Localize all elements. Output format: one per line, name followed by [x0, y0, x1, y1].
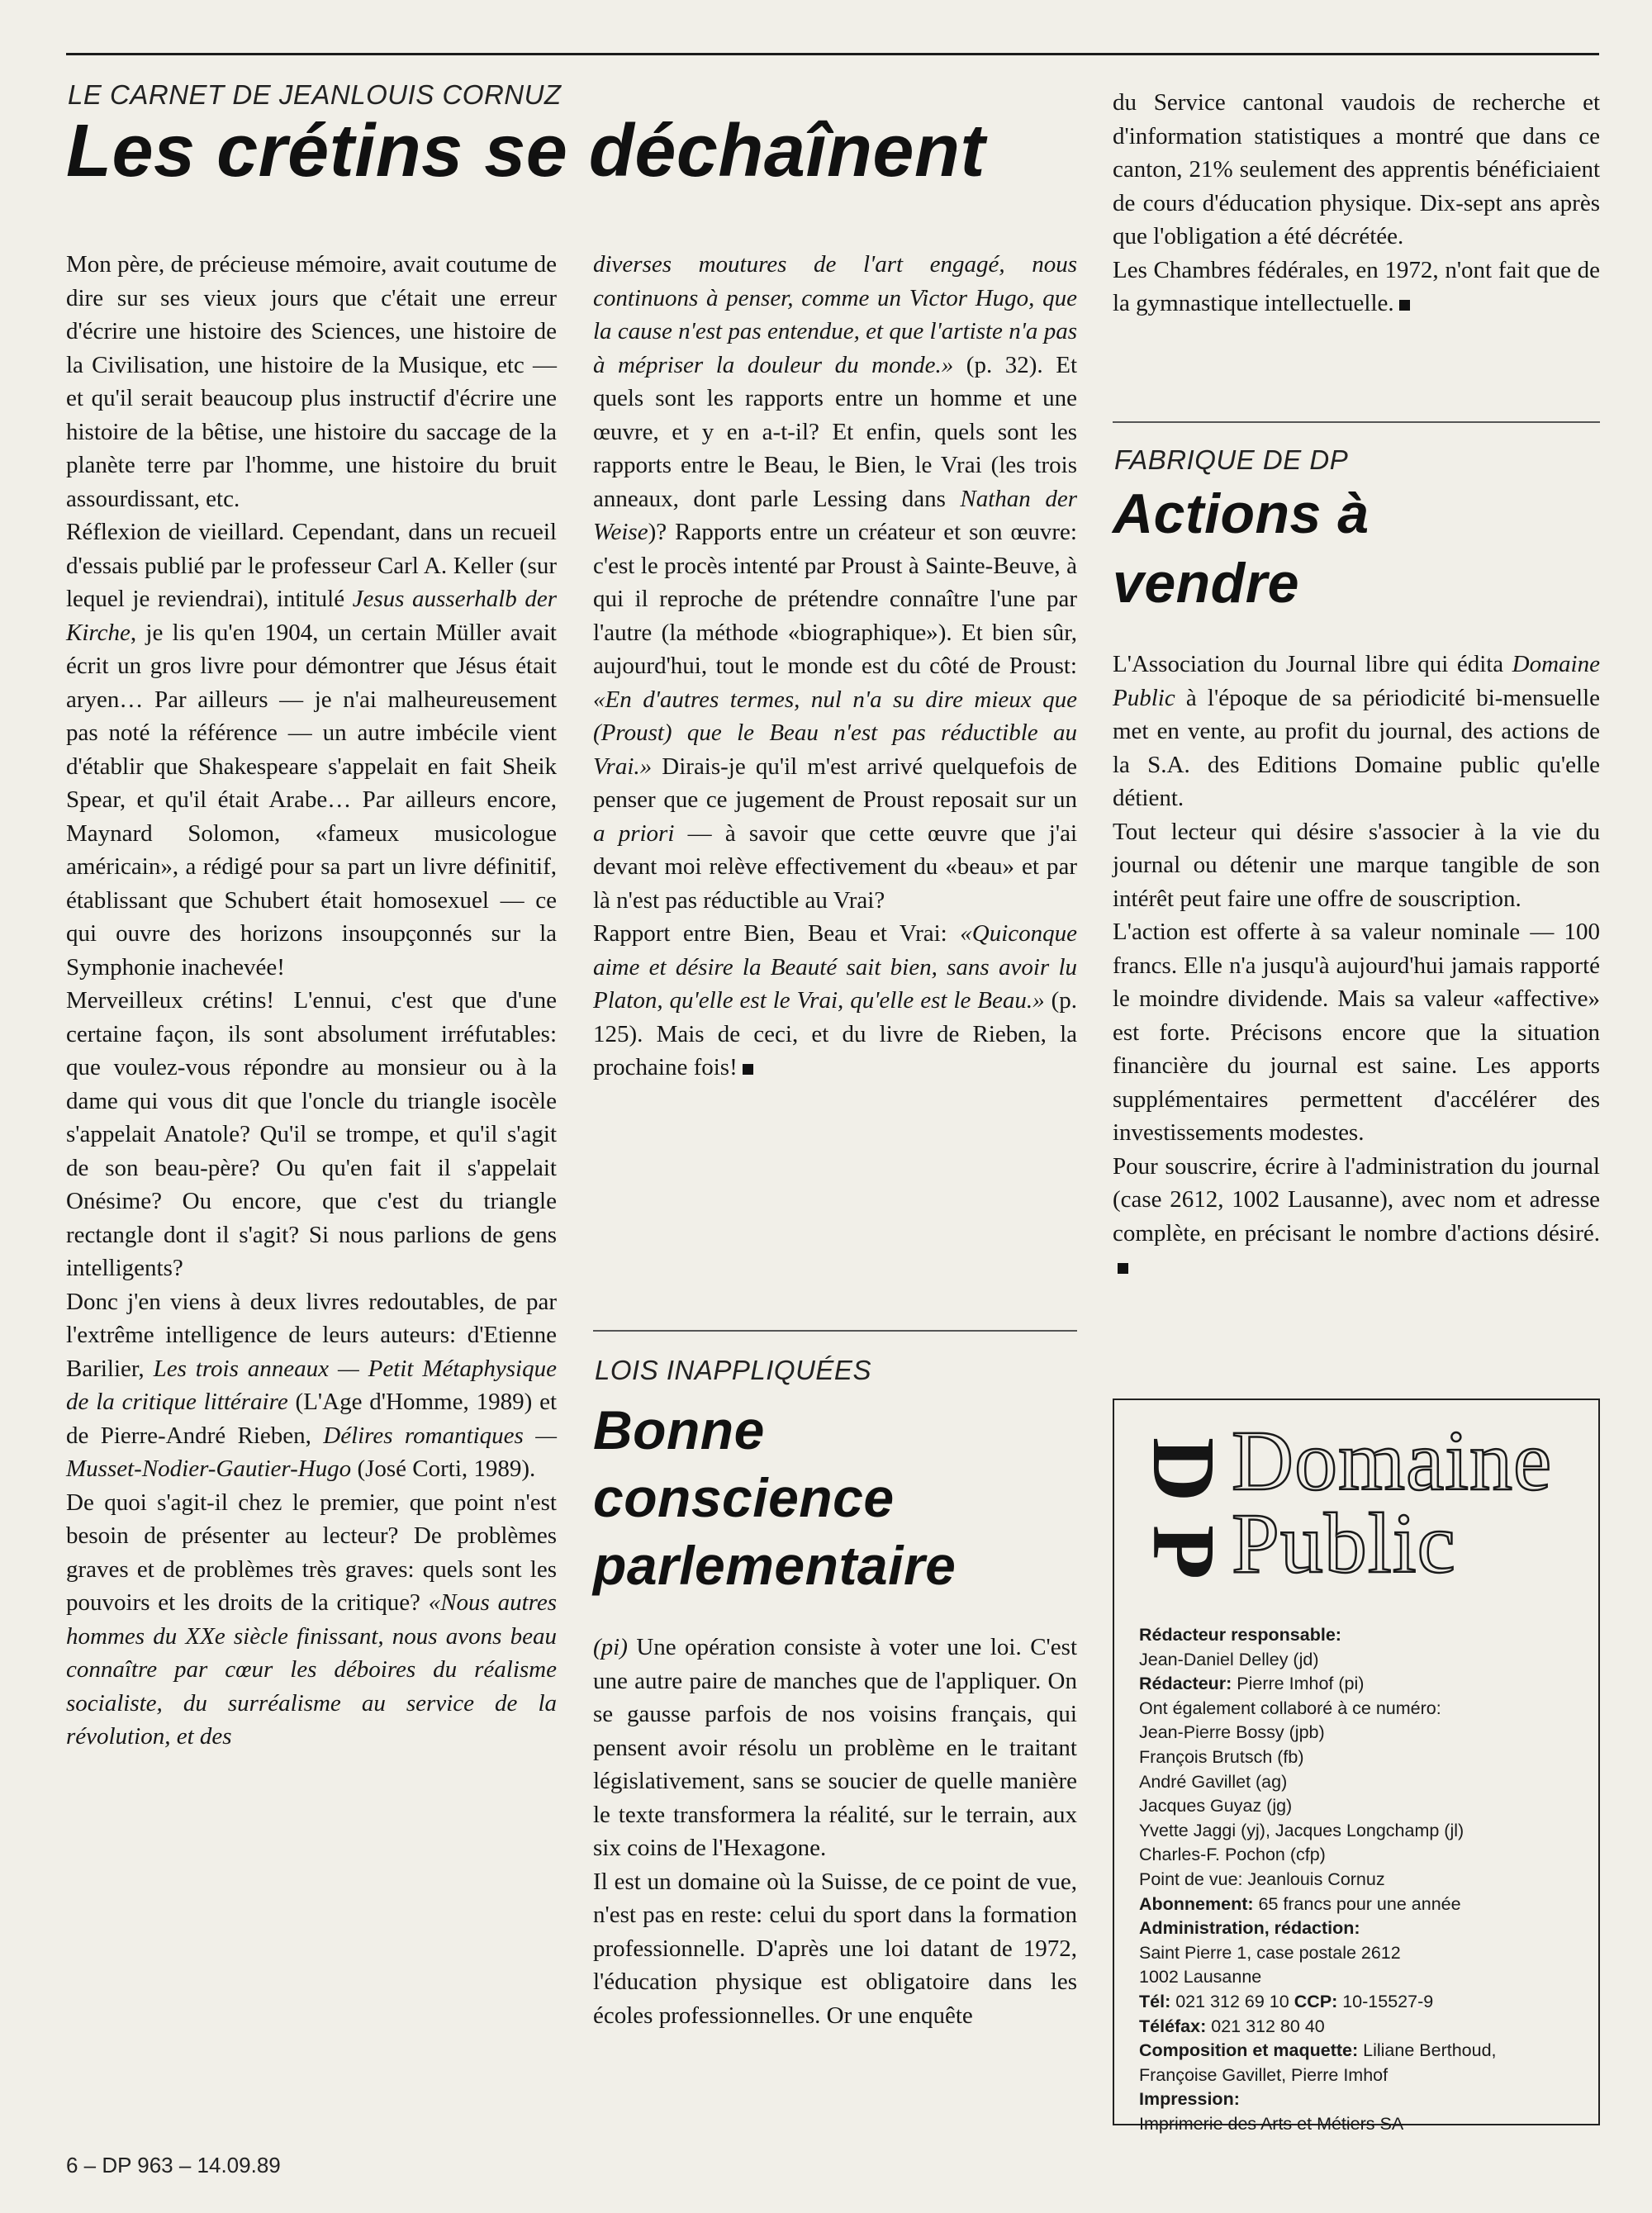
- masthead-box: [1113, 1399, 1600, 2134]
- article1-headline: Les crétins se déchaînent: [66, 110, 985, 192]
- paragraph: Donc j'en viens à deux livres redoutables, de par l'extrême intelligence de leurs auteurs: d'Etienne Barilier, Les trois anneaux — Petit Métaphysique de la critique littéraire (L'Age d'Homme, 1989) et de Pierre-André Rieben, Délires romantiques — Musset-Nodier-Gautier-Hugo (José Corti, 1989).: [66, 1288, 557, 1482]
- article3-headline: Actions à vendre: [1113, 482, 1370, 615]
- masthead-title-domaine: Domaine: [1232, 1413, 1553, 1508]
- article2-kicker: LOIS INAPPLIQUÉES: [595, 1355, 871, 1385]
- article3-body: [1113, 648, 1600, 1284]
- paragraph: (pi) Une opération consiste à voter une loi. C'est une autre paire de manches que de l'appliquer. On se gausse parfois de nos voisins français, qui pensent avoir résolu un problème en le traitant législativement, sans se soucier de quelle manière le texte transformera la réalité, sur le terrain, aux six coins de l'Hexagone.: [593, 1634, 1077, 1861]
- masthead-title-public: Public: [1232, 1496, 1456, 1591]
- paragraph: Il est un domaine où la Suisse, de ce point de vue, n'est pas en reste: celui du sport dans la formation professionnelle. D'après une loi datant de 1972, l'éducation physique est obligatoire dans les écoles professionnelles. Or une enquête: [593, 1868, 1077, 2029]
- article2-column-1: [593, 1631, 1077, 2032]
- end-mark-icon: [1399, 300, 1410, 311]
- page-footer: 6 – DP 963 – 14.09.89: [66, 2153, 281, 2177]
- end-mark-icon: [743, 1064, 753, 1075]
- paragraph: De quoi s'agit-il chez le premier, que point n'est besoin de présenter au lecteur? De problèmes graves et de problèmes très graves: quels sont les pouvoirs et les droits de la critique? «Nous autres hommes du XXe siècle finissant, nous avons beau connaître par cœur les déboires du réalisme socialiste, du surréalisme au service de la révolution, et des: [66, 1489, 557, 1750]
- article2-headline: Bonne conscience parlementaire: [593, 1399, 957, 1596]
- article1-kicker: LE CARNET DE JEANLOUIS CORNUZ: [68, 79, 562, 110]
- top-rule: [66, 53, 1599, 55]
- end-mark-icon: [1118, 1263, 1128, 1274]
- dp-logo: [1134, 1428, 1232, 1593]
- paragraph: diverses moutures de l'art engagé, nous continuons à penser, comme un Victor Hugo, que la cause n'est pas entendue, et que l'artiste n'a pas à mépriser la douleur du monde.» (p. 32). Et quels sont les rapports entre un homme et une œuvre, et y en a-t-il? Et enfin, quels sont les rapports entre le Beau, le Bien, le Vrai (les trois anneaux, dont parle Lessing dans Nathan der Weise)? Rapports entre un créateur et son œuvre: c'est le procès intenté par Proust à Sainte-Beuve, à qui il reproche de prétendre connaître l'une par l'autre (la méthode «biographique»). Et bien sûr, aujourd'hui, tout le monde est du côté de Proust: «En d'autres termes, nul n'a su dire mieux que (Proust) que le Beau n'est pas réductible au Vrai.» Dirais-je qu'il m'est arrivé quelquefois de penser que ce jugement de Proust reposait sur un a priori — à savoir que cette œuvre que j'ai devant moi relève effectivement du «beau» et par là n'est pas réductible au Vrai?: [593, 251, 1077, 914]
- paragraph: L'action est offerte à sa valeur nominale — 100 francs. Elle n'a jusqu'à aujourd'hui jamais rapporté le moindre dividende. Mais sa valeur «affective» est forte. Précisons encore que la situation financière du journal est saine. Les apports supplémentaires permettent d'accélérer des investissements modestes.: [1113, 919, 1600, 1146]
- paragraph: Mon père, de précieuse mémoire, avait coutume de dire sur ses vieux jours que c'était une erreur d'écrire une histoire des Sciences, une histoire de la Civilisation, une histoire de la Musique, etc — et qu'il serait beaucoup plus instructif d'écrire une histoire de la bêtise, une histoire du saccage de la planète terre par l'homme, une histoire du bruit assourdissant, etc.: [66, 251, 557, 512]
- masthead-credits: Rédacteur responsable: Jean-Daniel Delley (jd) Rédacteur: Pierre Imhof (pi) Ont également collaboré à ce numéro: Jean-Pierre Bossy (jpb) François Brutsch (fb) André Gavillet (ag) Jacques Guyaz (jg) Yvette Jaggi (yj), Jacques Longchamp (jl) Charles-F. Pochon (cfp) Point de vue: Jeanlouis Cornuz Abonnement: 65 francs pour une année Administration, rédaction: Saint Pierre 1, case postale 2612 1002 Lausanne Tél: 021 312 69 10 CCP: 10-15527-9 Téléfax: 021 312 80 40 Composition et maquette: Liliane Berthoud, Françoise Gavillet, Pierre Imhof Impression: Imprimerie des Arts et Métiers SA: [1139, 1625, 1497, 2134]
- paragraph: Tout lecteur qui désire s'associer à la vie du journal ou détenir une marque tangible de son intérêt peut faire une offre de souscription.: [1113, 818, 1600, 912]
- article2-column-2: [1113, 86, 1600, 321]
- paragraph: Merveilleux crétins! L'ennui, c'est que d'une certaine façon, ils sont absolument irréfutables: que voulez-vous répondre au monsieur ou à la dame qui vous dit que l'oncle du triangle isocèle s'appelait Anatole? Qu'il se trompe, et qu'il s'agit de son beau-père? Ou qu'en fait il s'appelait Onésime? Ou encore, que c'est du triangle rectangle dont il s'agit? Si nous parlions de gens intelligents?: [66, 987, 557, 1281]
- separator-rule: [1113, 421, 1600, 423]
- separator-rule: [593, 1330, 1077, 1332]
- paragraph: Rapport entre Bien, Beau et Vrai: «Quiconque aime et désire la Beauté sait bien, sans avoir lu Platon, qu'elle est le Vrai, qu'elle est le Beau.» (p. 125). Mais de ceci, et du livre de Rieben, la prochaine fois!: [593, 920, 1077, 1080]
- paragraph: Pour souscrire, écrire à l'administration du journal (case 2612, 1002 Lausanne), avec nom et adresse complète, en précisant le nombre d'actions désiré.: [1113, 1150, 1600, 1284]
- article3-kicker: FABRIQUE DE DP: [1114, 444, 1349, 475]
- article1-column-1: [66, 248, 557, 1754]
- paragraph: Les Chambres fédérales, en 1972, n'ont fait que de la gymnastique intellectuelle.: [1113, 256, 1600, 316]
- logo-letter-p: P: [1134, 1525, 1232, 1579]
- article1-column-2: [593, 248, 1077, 1085]
- paragraph: L'Association du Journal libre qui édita Domaine Public à l'époque de sa périodicité bi-mensuelle met en vente, au profit du journal, des actions de la S.A. des Editions Domaine public qu'elle détient.: [1113, 651, 1600, 811]
- paragraph: du Service cantonal vaudois de recherche et d'information statistiques a montré que dans ce canton, 21% seulement des apprentis bénéficiaient de cours d'éducation physique. Dix-sept ans après que l'obligation a été décrétée.: [1113, 89, 1600, 249]
- paragraph: Réflexion de vieillard. Cependant, dans un recueil d'essais publié par le professeur Carl A. Keller (sur lequel je reviendrai), intitulé Jesus ausserhalb der Kirche, je lis qu'en 1904, un certain Müller avait écrit un gros livre pour démontrer que Jésus était aryen… Par ailleurs — je n'ai malheureusement pas noté la référence — un autre imbécile vient d'établir que Shakespeare s'appelait en fait Sheik Spear, et qu'il était Arabe… Par ailleurs encore, Maynard Solomon, «fameux musicologue américain», a rédigé pour sa part un livre définitif, établissant que Schubert était homosexuel — ce qui ouvre des horizons insoupçonnés sur la Symphonie inachevée!: [66, 519, 557, 981]
- logo-letter-d: D: [1134, 1437, 1232, 1502]
